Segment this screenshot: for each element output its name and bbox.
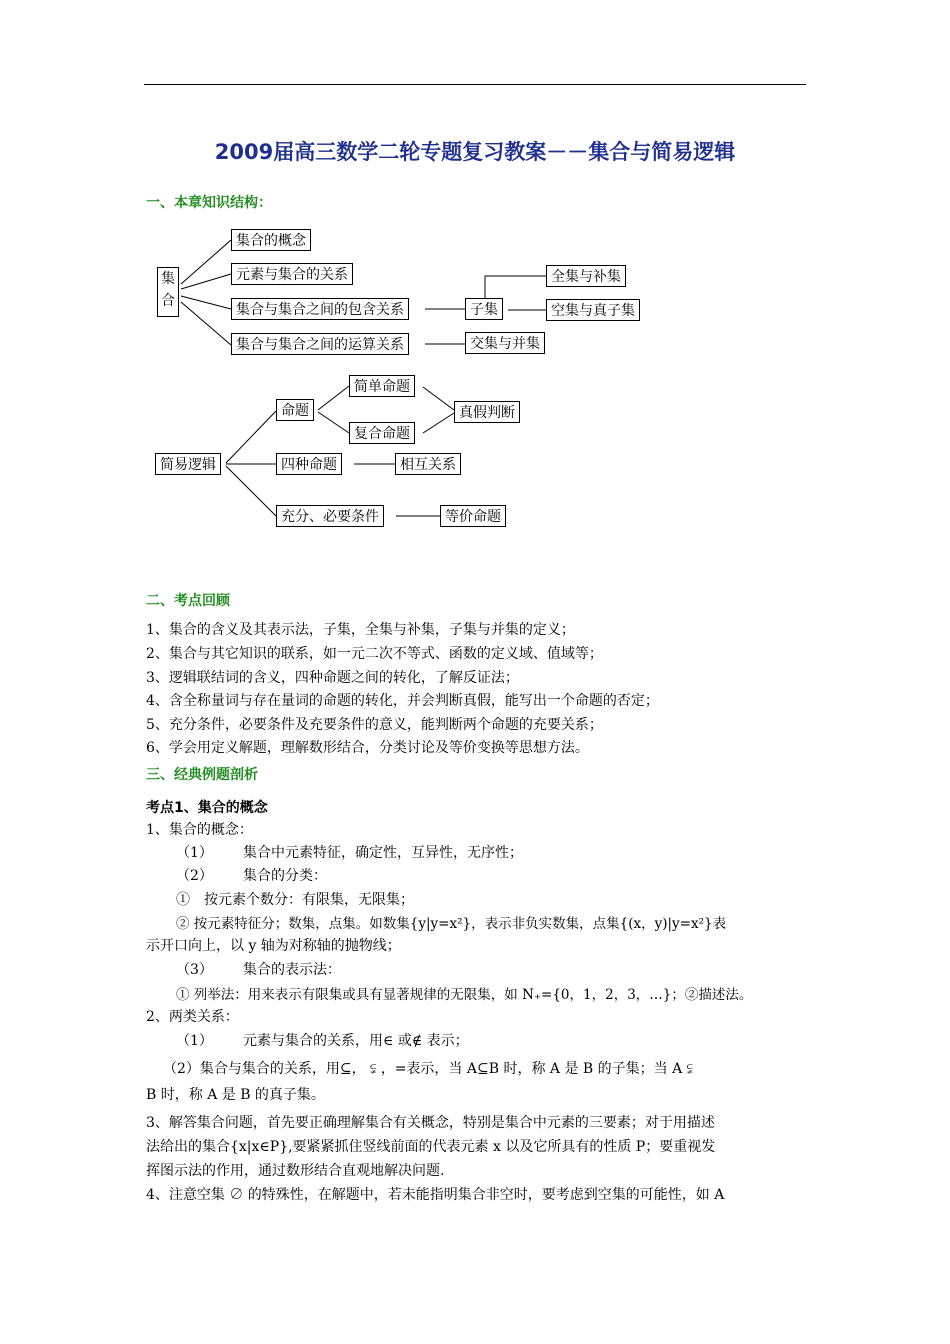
node-set-inclusion: 集合与集合之间的包含关系 — [231, 298, 409, 320]
text-line: 法给出的集合{x|x∈P},要紧紧抓住竖线前面的代表元素 x 以及它所具有的性质 P；要重视发 — [146, 1139, 716, 1155]
text-line: ① 按元素个数分：有限集，无限集； — [176, 892, 414, 908]
text-line: 2、两类关系： — [146, 1009, 239, 1025]
review-item: 5、充分条件，必要条件及充要条件的意义，能判断两个命题的充要关系； — [146, 717, 603, 733]
text-line-num: （1） — [176, 845, 213, 861]
text-line: 3、解答集合问题，首先要正确理解集合有关概念，特别是集合中元素的三要素；对于用描述 — [146, 1115, 715, 1131]
node-four-propositions: 四种命题 — [276, 453, 342, 475]
page-title: 2009届高三数学二轮专题复习教案－－集合与简易逻辑 — [214, 140, 736, 164]
node-subset: 子集 — [465, 298, 503, 320]
node-equivalent-proposition: 等价命题 — [440, 505, 506, 527]
text-line: B 时，称 A 是 B 的真子集。 — [146, 1087, 325, 1103]
text-line: （2）集合与集合的关系，用⊆， ⫋ ，=表示，当 A⊆B 时，称 A 是 B 的子集；当 A ⫋ — [163, 1061, 693, 1077]
review-item: 1、集合的含义及其表示法，子集，全集与补集，子集与并集的定义； — [146, 622, 575, 638]
diagram-root-set: 集合 — [157, 267, 179, 317]
text-line: 集合中元素特征，确定性，互异性，无序性； — [243, 845, 523, 861]
text-line-num: （1） — [176, 1033, 213, 1049]
node-universal-complement: 全集与补集 — [546, 265, 626, 287]
review-item: 4、含全称量词与存在量词的命题的转化，并会判断真假，能写出一个命题的否定； — [146, 693, 659, 709]
text-line: 4、注意空集 ∅ 的特殊性，在解题中，若未能指明集合非空时，要考虑到空集的可能性，如 A — [146, 1187, 725, 1203]
text-line: ② 按元素特征分；数集，点集。如数集{y|y=x²}，表示非负实数集，点集{(x，y)|y=x²}表 — [176, 916, 727, 932]
review-item: 2、集合与其它知识的联系，如一元二次不等式、函数的定义域、值域等； — [146, 646, 603, 662]
section-heading-examples: 三、经典例题剖析 — [146, 767, 258, 783]
text-line-num: （3） — [176, 962, 213, 978]
node-compound-proposition: 复合命题 — [349, 422, 415, 444]
text-line: 集合的分类： — [243, 868, 327, 884]
review-item: 6、学会用定义解题，理解数形结合，分类讨论及等价变换等思想方法。 — [146, 740, 589, 756]
node-mutual-relation: 相互关系 — [395, 453, 461, 475]
text-line: 挥图示法的作用，通过数形结合直观地解决问题. — [146, 1163, 445, 1179]
node-simple-proposition: 简单命题 — [349, 375, 415, 397]
kp1-heading: 考点1、集合的概念 — [146, 800, 268, 816]
node-sufficient-necessary: 充分、必要条件 — [276, 505, 384, 527]
text-line: 元素与集合的关系，用∈ 或∉ 表示； — [243, 1033, 469, 1049]
node-proposition: 命题 — [276, 399, 314, 421]
node-element-set-relation: 元素与集合的关系 — [231, 263, 353, 285]
section-heading-structure: 一、本章知识结构： — [146, 195, 272, 211]
node-truth-judgement: 真假判断 — [454, 401, 520, 423]
node-intersection-union: 交集与并集 — [465, 332, 545, 354]
node-set-operations: 集合与集合之间的运算关系 — [231, 333, 409, 355]
text-line-num: （2） — [176, 868, 213, 884]
review-item: 3、逻辑联结词的含义，四种命题之间的转化，了解反证法； — [146, 670, 519, 686]
text-line: 示开口向上，以 y 轴为对称轴的抛物线； — [146, 938, 401, 954]
section-heading-review: 二、考点回顾 — [146, 593, 230, 609]
node-set-concept: 集合的概念 — [231, 229, 311, 251]
text-line: 1、集合的概念： — [146, 822, 253, 838]
node-empty-proper-subset: 空集与真子集 — [546, 299, 640, 321]
node-simple-logic: 简易逻辑 — [155, 453, 221, 475]
text-line: 集合的表示法： — [243, 962, 341, 978]
text-line: ① 列举法：用来表示有限集或具有显著规律的无限集，如 N₊={0，1，2，3，…}；②描述法。 — [176, 987, 753, 1003]
